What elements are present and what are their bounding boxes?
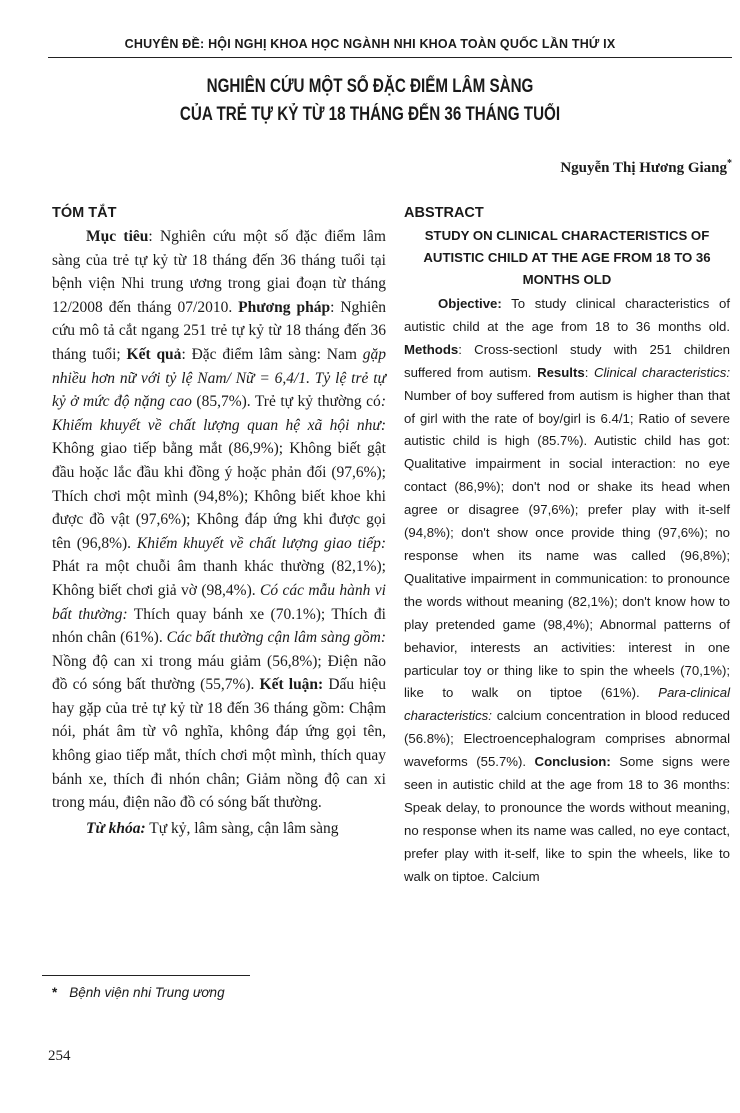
en-methods-text: : Cross-sectionl study with 251 children suffered from autism. — [404, 341, 730, 380]
en-results-colon: : — [584, 364, 594, 380]
author — [560, 158, 732, 177]
vi-results-text-4: Phát ra một chuỗi âm thanh khác thường (82,1%); Không biết chơi giả vờ (98,4%). — [52, 558, 386, 599]
author-name: Nguyễn Thị Hương Giang — [560, 160, 727, 176]
en-results-label: Results — [537, 364, 585, 380]
vi-keywords — [52, 817, 386, 841]
paper-title-line-1: NGHIÊN CỨU MỘT SỐ ĐẶC ĐIỂM LÂM SÀNG — [206, 76, 534, 97]
en-methods-label: Methods — [404, 341, 459, 357]
footnote-text: Bệnh viện nhi Trung ương — [69, 985, 225, 1000]
vi-results-italic-3: Khiếm khuyết về chất lượng giao tiếp: — [136, 534, 386, 552]
vi-results-italic-2: : Khiếm khuyết về chất lượng quan hệ xã hội như: — [52, 393, 386, 434]
page-number: 254 — [48, 1048, 71, 1064]
en-abstract-heading: ABSTRACT — [404, 205, 484, 221]
vi-conclusion-text: Dấu hiệu hay gặp của trẻ tự kỷ từ 18 đến 36 tháng gồm: Chậm nói, phát âm từ vô nghĩa, không đáp ứng gọi tên, không giao tiếp mắt, thích chơi một mình, thích quay bánh xe, thích đi nhón chân; Giảm nồng độ can xi trong máu, điện não đồ có sóng bất thường. — [52, 676, 386, 812]
en-results-text-1: Number of boy suffered from autism is higher than that of girl with the rate of boy/girl is 6.4/1; Ratio of severe autistic child is high (85.7%). Autistic child has got: Qualitative impairment in social interaction: no eye contact (86,9%); don't nod or shake its head when agree or disagree (97,6%); prefer play with it-self (94,8%); don't show once provide thing (97,6%); no response when its name was called (96,8%); Qualitative impairment in communication: to pronounce the words without meaning (82,1%); don't know how to play pretended game (98,4%); Abnormal patterns of behavior, interests an activities: interest in one particular toy or thing like to spin the wheels (70,1%); like to walk on tiptoe (61%). — [404, 387, 730, 701]
footnote-mark: * — [52, 985, 58, 1000]
paper-title-line-2: CỦA TRẺ TỰ KỶ TỪ 18 THÁNG ĐẾN 36 THÁNG TUỔI — [179, 104, 561, 125]
vi-conclusion-label: Kết luận: — [259, 676, 324, 694]
header-rule — [48, 57, 732, 58]
en-objective-label: Objective: — [438, 296, 502, 311]
vi-results-text-2: (85,7%). Trẻ tự kỷ thường có — [191, 393, 381, 411]
vi-results-text-3: Không giao tiếp bằng mắt (86,9%); Không biết gật đầu hoặc lắc đầu khi đồng ý hoặc phản đối (97,6%); Thích chơi một mình (94,8%); Không biết khoe khi được đồ vật (97,6%); Không đáp ứng khi được gọi tên (96,8%). — [52, 440, 386, 552]
en-objective-text: To study clinical characteristics of autistic child at the age from 18 to 36 months old. — [404, 296, 730, 334]
en-results-text-2: calcium concentration in blood reduced (56.8%); Electroencephalogram comprises abnormal waveforms (55.7%). — [404, 708, 730, 770]
vi-results-text-6: Nồng độ can xi trong máu giảm (56,8%); Điện não đồ có sóng bất thường (55,7%). — [52, 652, 386, 694]
vi-abstract-heading: TÓM TẮT — [52, 205, 117, 221]
en-title: STUDY ON CLINICAL CHARACTERISTICS OF AUTISTIC CHILD AT THE AGE FROM 18 TO 36 MONTHS OLD — [423, 228, 711, 287]
vi-keywords-text: Tự kỷ, lâm sàng, cận lâm sàng — [145, 819, 339, 837]
en-conclusion-text: Some signs were seen in autistic child at the age from 18 to 36 months: Speak delay, to pronounce the words without meaning, no response when its name was called, no eye contact, prefer play with it-self, like to spin the wheels, like to walk on tiptoe. Calcium — [404, 754, 730, 884]
vi-objective-label: Mục tiêu — [86, 228, 149, 245]
en-abstract-body — [404, 293, 730, 889]
vi-results-italic-1: gặp nhiều hơn nữ với tỷ lệ Nam/ Nữ = 6,4/1. Tỷ lệ trẻ tự kỷ ở mức độ nặng cao — [52, 345, 386, 411]
vi-abstract-body — [52, 225, 386, 815]
en-conclusion-label: Conclusion: — [534, 754, 611, 770]
english-abstract — [404, 203, 730, 889]
vi-method-label: Phương pháp — [238, 298, 331, 316]
vi-keywords-label: Từ khóa: — [86, 819, 146, 837]
footnote-rule — [42, 975, 250, 976]
running-header: CHUYÊN ĐỀ: HỘI NGHỊ KHOA HỌC NGÀNH NHI KHOA TOÀN QUỐC LẦN THỨ IX — [124, 37, 616, 51]
author-footnote-mark: * — [727, 158, 732, 169]
vi-results-italic-4: Có các mẫu hành vi bất thường: — [52, 581, 386, 623]
vi-method-text: : Nghiên cứu mô tả cắt ngang 251 trẻ tự kỷ từ 18 tháng đến 36 tháng tuổi; — [52, 298, 386, 363]
vi-results-label: Kết quả — [126, 345, 182, 363]
footnote — [52, 985, 225, 1000]
vi-results-italic-5: Các bất thường cận lâm sàng gồm: — [166, 629, 386, 647]
vietnamese-abstract — [52, 203, 386, 840]
vi-results-text-5: Thích quay bánh xe (70.1%); Thích đi nhón chân (61%). — [52, 605, 386, 647]
en-results-italic-2: Para-clinical characteristics: — [404, 685, 730, 724]
vi-results-text: : Đặc điểm lâm sàng: Nam — [181, 345, 363, 363]
en-results-italic-1: Clinical characteristics: — [593, 364, 730, 380]
vi-objective-text: : Nghiên cứu một số đặc điểm lâm sàng của trẻ tự kỷ từ 18 tháng đến 36 tháng tuổi tại bệnh viện Nhi trung ương trong giai đoạn từ tháng 12/2008 đến tháng 07/2010. — [52, 228, 386, 316]
